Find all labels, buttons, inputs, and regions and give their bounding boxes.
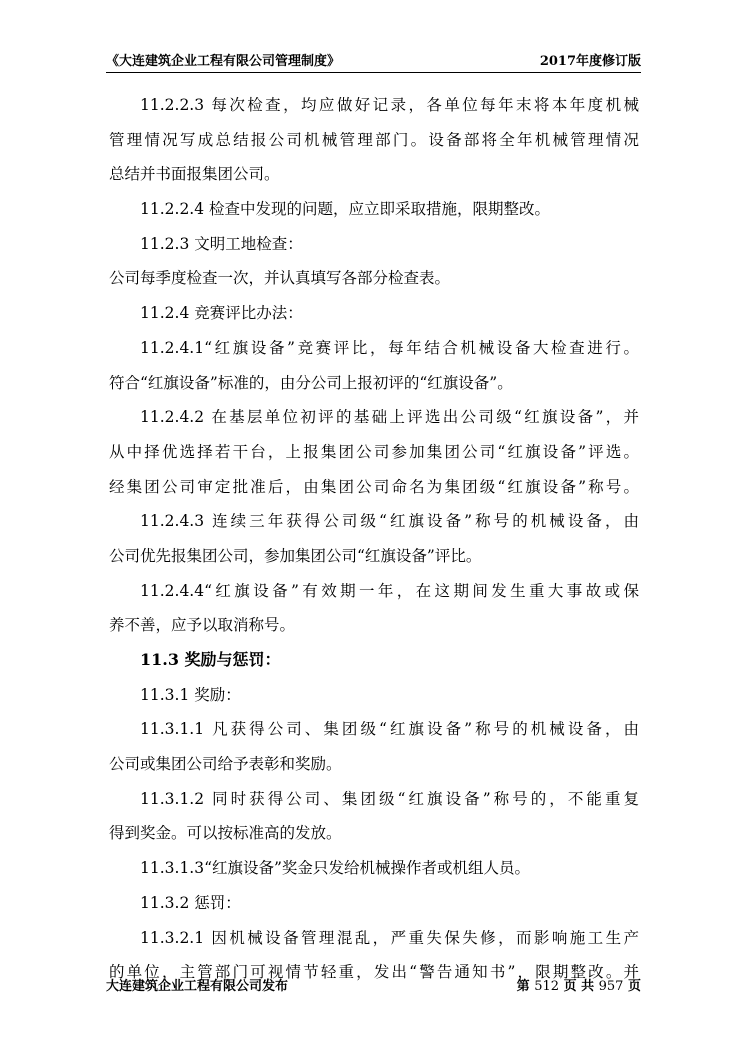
- paragraph-line: 11.2.4.4“红旗设备”有效期一年，在这期间发生重大事故或保: [140, 581, 639, 600]
- publisher-label: 大连建筑企业工程有限公司发布: [106, 979, 289, 994]
- page-suffix: 页: [627, 979, 641, 994]
- section-heading: 11.3 奖励与惩罚：: [140, 650, 281, 669]
- page-current: 512: [534, 979, 560, 994]
- document-body: [109, 88, 639, 990]
- document-title: 《大连建筑企业工程有限公司管理制度》: [106, 54, 341, 69]
- paragraph-line: 从中择优选择若干台，上报集团公司参加集团公司“红旗设备”评选。: [109, 442, 639, 461]
- page-number: [517, 975, 641, 994]
- paragraph-line: 11.3.2.1 因机械设备管理混乱，严重失保失修，而影响施工生产: [140, 928, 639, 947]
- paragraph-line: 公司或集团公司给予表彰和奖励。: [109, 755, 342, 774]
- paragraph-line: 11.3.1 奖励：: [140, 685, 241, 704]
- paragraph-line: 11.3.1.2 同时获得公司、集团级“红旗设备”称号的，不能重复: [140, 789, 639, 808]
- paragraph-line: 11.3.1.3“红旗设备”奖金只发给机械操作者或机组人员。: [140, 859, 530, 878]
- page-total: 957: [598, 979, 624, 994]
- paragraph-line: 公司优先报集团公司，参加集团公司“红旗设备”评比。: [109, 546, 482, 565]
- paragraph-line: 符合“红旗设备”标准的，由分公司上报初评的“红旗设备”。: [109, 373, 513, 392]
- page-middle: 页 共: [563, 979, 595, 994]
- paragraph-line: 11.2.4.2 在基层单位初评的基础上评选出公司级“红旗设备”，并: [140, 408, 639, 427]
- paragraph-line: 11.2.2.4 检查中发现的问题，应立即采取措施，限期整改。: [140, 200, 551, 219]
- paragraph-line: 得到奖金。可以按标准高的发放。: [109, 824, 342, 843]
- paragraph-line: 11.2.4 竞赛评比办法：: [140, 304, 303, 323]
- paragraph-line: 11.2.4.1“红旗设备”竞赛评比，每年结合机械设备大检查进行。: [140, 338, 639, 357]
- paragraph-line: 经集团公司审定批准后，由集团公司命名为集团级“红旗设备”称号。: [109, 477, 639, 496]
- page-header: [106, 48, 641, 73]
- paragraph-line: 养不善，应予以取消称号。: [109, 616, 296, 635]
- page-prefix: 第: [516, 979, 530, 994]
- paragraph-line: 11.3.2 惩罚：: [140, 893, 241, 912]
- paragraph-line: 的单位，主管部门可视情节轻重，发出“警告通知书”，限期整改。并: [109, 963, 639, 982]
- paragraph-line: 11.2.2.3 每次检查，均应做好记录，各单位每年末将本年度机械: [140, 96, 639, 114]
- paragraph-line: 公司每季度检查一次，并认真填写各部分检查表。: [109, 269, 451, 288]
- paragraph-line: 11.2.3 文明工地检查：: [140, 234, 303, 253]
- page-footer: [106, 975, 641, 997]
- paragraph-line: 总结并书面报集团公司。: [109, 165, 280, 184]
- paragraph-line: 11.2.4.3 连续三年获得公司级“红旗设备”称号的机械设备，由: [140, 512, 639, 531]
- paragraph-line: 11.3.1.1 凡获得公司、集团级“红旗设备”称号的机械设备，由: [140, 720, 639, 739]
- edition-label: 2017年度修订版: [539, 54, 641, 69]
- paragraph-line: 管理情况写成总结报公司机械管理部门。设备部将全年机械管理情况: [109, 130, 639, 149]
